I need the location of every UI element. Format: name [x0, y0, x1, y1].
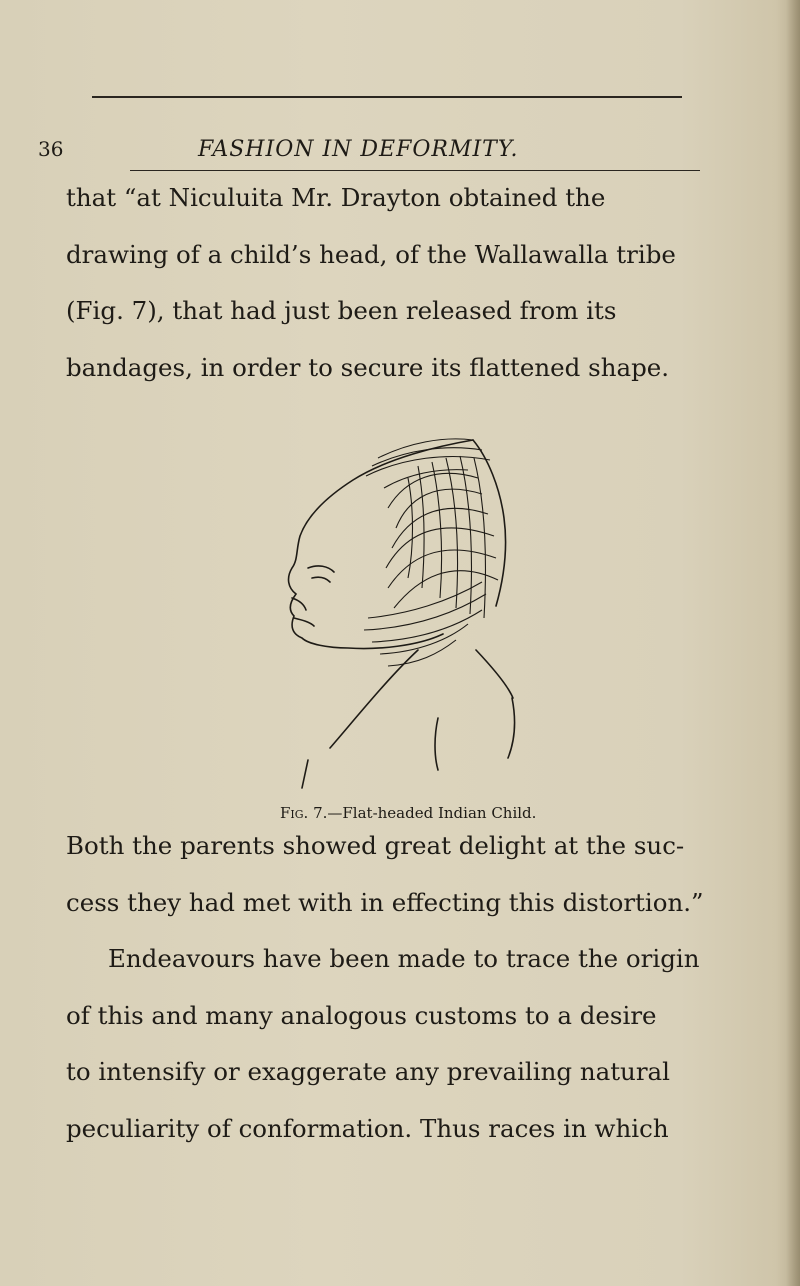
text-line: peculiarity of conformation. Thus races in which — [66, 1113, 669, 1143]
text-line: to intensify or exaggerate any prevailing natural — [66, 1057, 670, 1086]
page-number: 36 — [38, 137, 64, 161]
paragraph-3 — [66, 931, 716, 1157]
text-line: cess they had met with in effecting this distortion.” — [66, 887, 704, 917]
text-line: of this and many analogous customs to a desire — [66, 1000, 657, 1030]
text-line: (Fig. 7), that had just been released from its — [66, 296, 617, 325]
running-head: FASHION IN DEFORMITY. — [198, 137, 519, 162]
top-rule — [92, 96, 682, 98]
figure-caption-text: —Flat-headed Indian Child. — [327, 804, 537, 822]
text-line: Both the parents showed great delight at the suc- — [66, 831, 685, 860]
page-edge-shadow — [786, 0, 800, 1286]
paragraph-1 — [66, 170, 716, 396]
paragraph-2 — [66, 818, 716, 931]
text-line: that “at Niculuita Mr. Drayton obtained the — [66, 183, 606, 212]
text-line: bandages, in order to secure its flattened shape. — [66, 352, 670, 382]
flat-headed-child-illustration — [268, 418, 538, 798]
figure-label: Fig. 7. — [280, 804, 328, 822]
text-line: drawing of a child’s head, of the Wallawalla tribe — [66, 239, 676, 269]
text-line: Endeavours have been made to trace the origin — [108, 944, 700, 973]
